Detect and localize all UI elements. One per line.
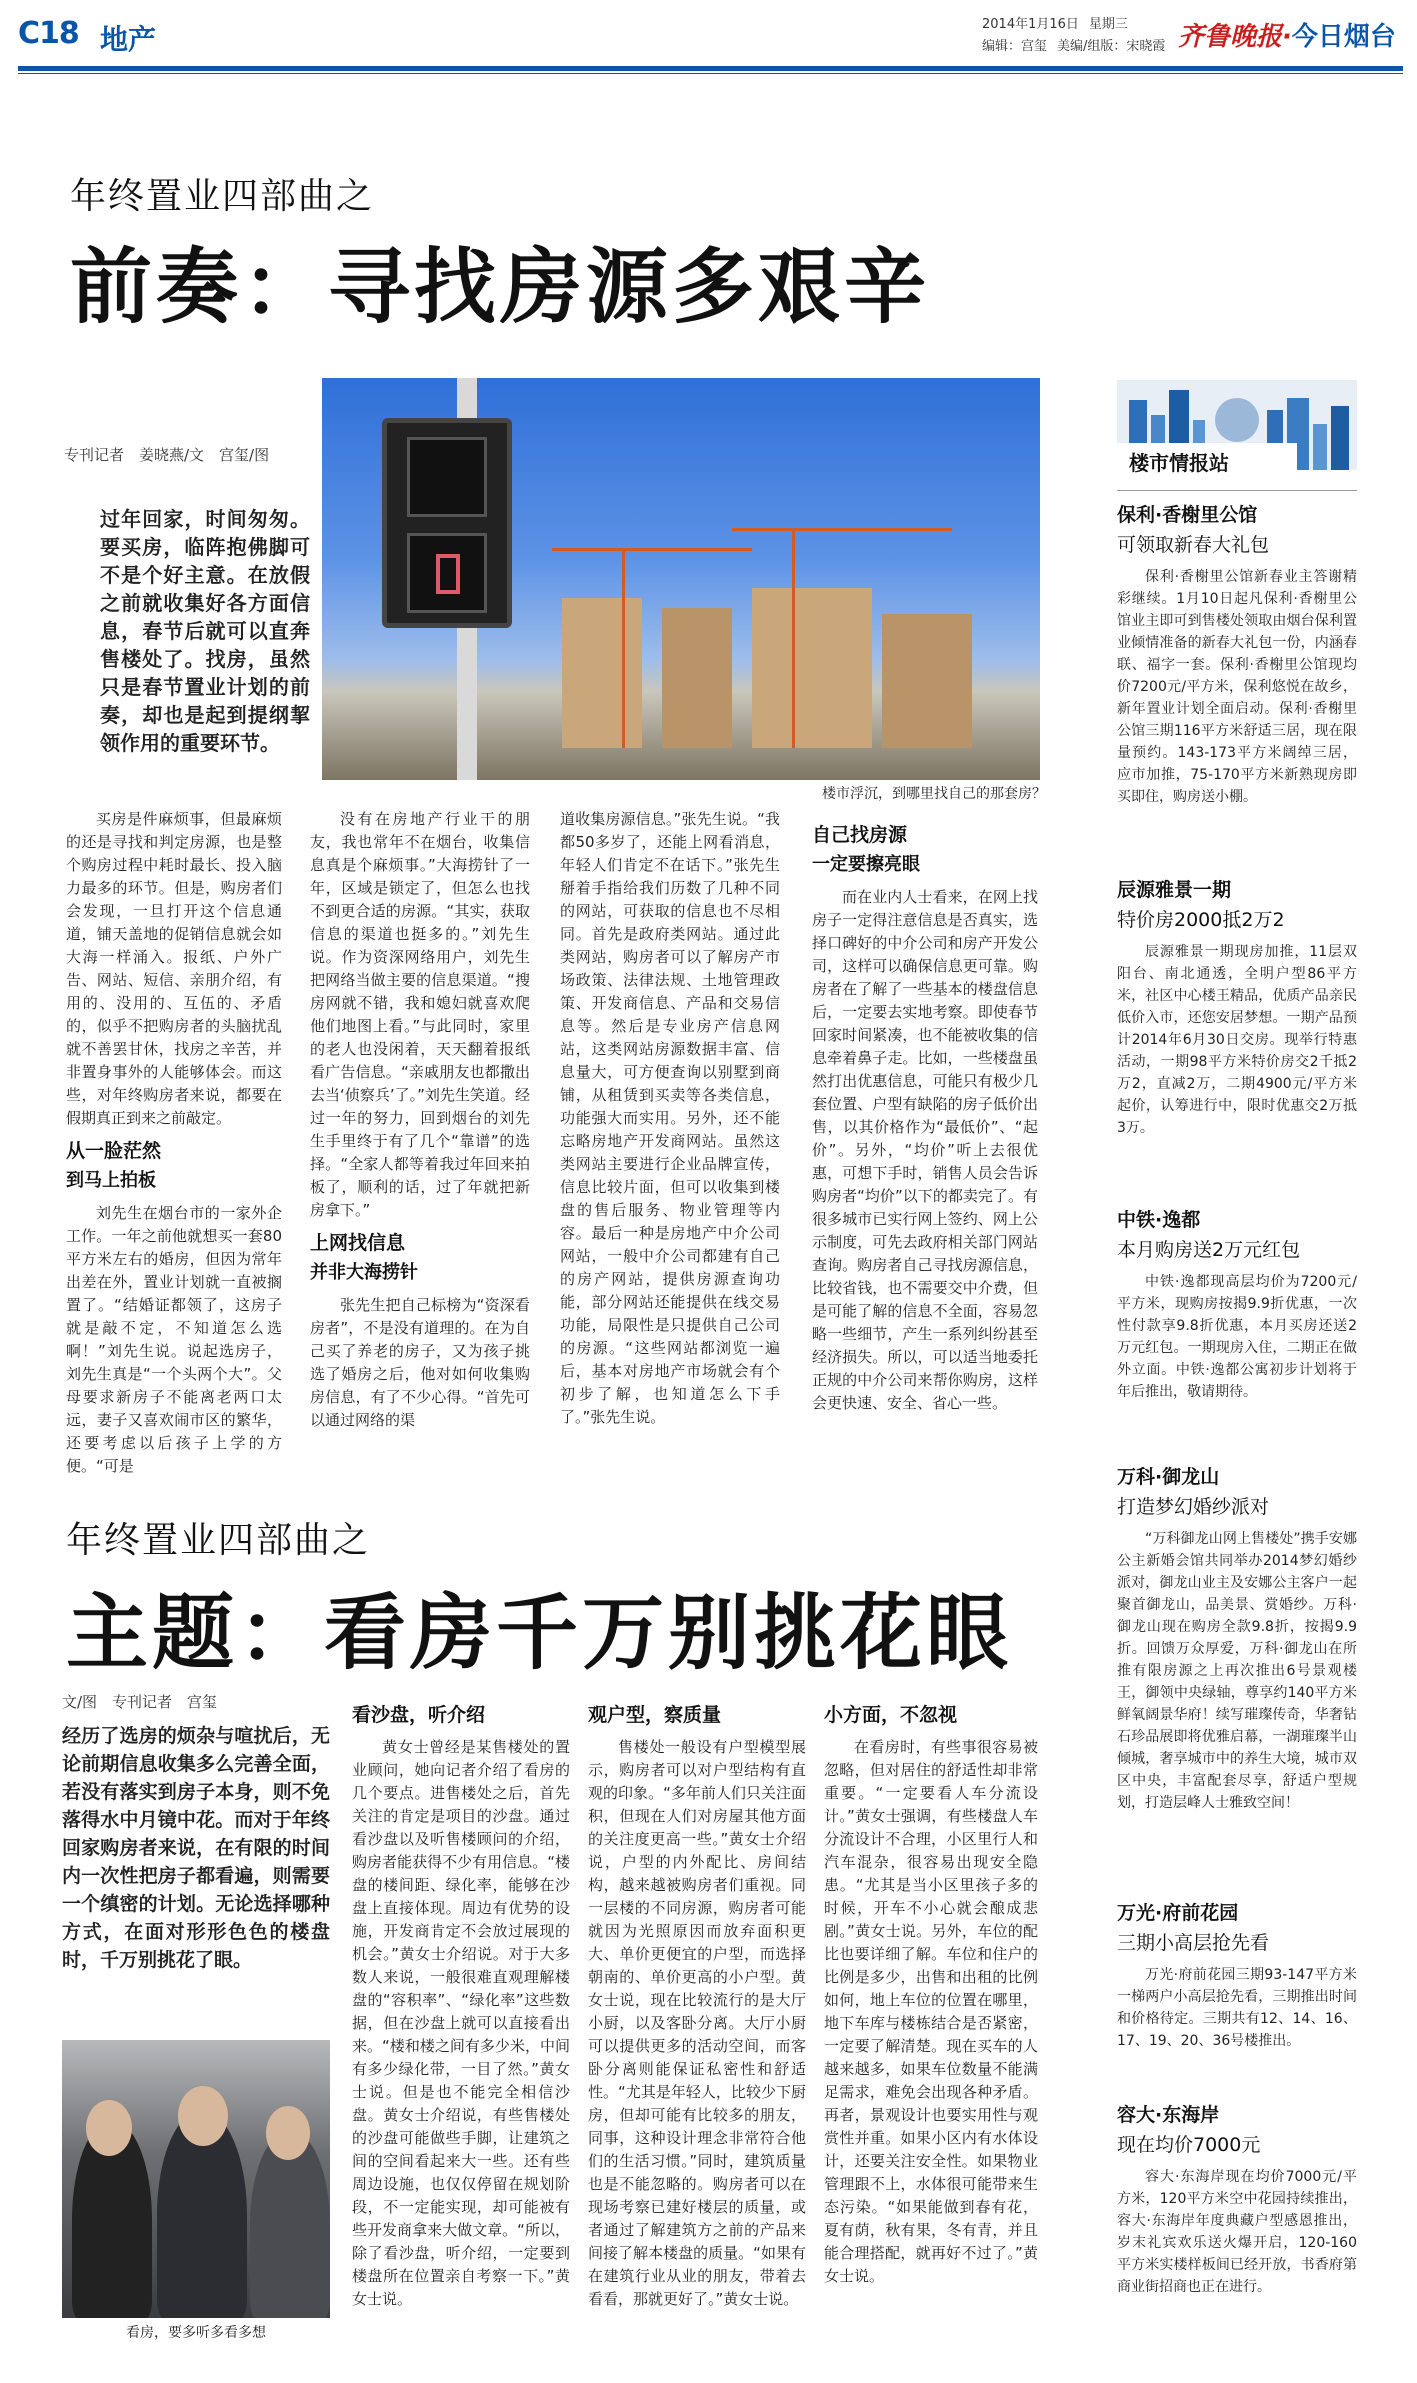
article2-photo-caption: 看房，要多听多看多想: [126, 2325, 266, 2341]
header-meta: [982, 14, 1175, 58]
article2-sec3-text: 在看房时，有些事很容易被忽略，但对居住的舒适性却非常重要。“一定要看人车分流设计。”黄女士强调，有些楼盘人车分流设计不合理，小区里行人和汽车混杂，很容易出现安全隐患。“尤其是当小区里孩子多的时候，开车不小心就会酿成悲剧。”黄女士说。另外，车位的配比也要详细了解。车位和住户的比例是多少，出售和出租的比例如何，地上车位的位置在哪里，地下车库与楼栋结合是否紧密，一定要了解清楚。现在买车的人越来越多，如果车位数量不能满足需求，难免会出现各种矛盾。再者，景观设计也要实用性与观赏性并重。如果小区内有水体设计，还要关注安全性。如果物业管理跟不上，水体很可能带来生态污染。“如果能做到春有花，夏有荫，秋有果，冬有青，并且能合理搭配，就再好不过了。”黄女士说。: [824, 1738, 1038, 2285]
sidebar-item-name: 容大·东海岸: [1117, 2104, 1220, 2126]
article1-col1-text: 买房是件麻烦事，但最麻烦的还是寻找和判定房源，也是整个购房过程中耗时最长、投入脑力最多的环节。但是，购房者们会发现，一旦打开这个信息通道，铺天盖地的促销信息就会如大海一样涌入。报纸、户外广告、网站、短信、亲朋介绍，有用的、没用的、互伍的、矛盾的，似乎不把购房者的头脑扰乱就不善罢甘休，找房之辛苦，并非置身事外的人能够体会。而这些，对年终购房者来说，都要在假期真正到来之前敲定。: [66, 810, 282, 1127]
article1-lead-text: 过年回家，时间匆匆。要买房，临阵抱佛脚可不是个好主意。在放假之前就收集好各方面信息，春节后就可以直奔售楼处了。找房，虽然只是春节置业计划的前奏，却也是起到提纲挈领作用的重要环节。: [100, 507, 310, 755]
sidebar-item-body: 万光·府前花园三期93-147平方米一梯两户小高层抢先看，三期推出时间和价格待定。三期共有12、14、16、17、19、20、36号楼推出。: [1117, 1967, 1357, 2049]
sidebar-item-sub: 现在均价7000元: [1117, 2134, 1261, 2156]
article1-column-1: [66, 808, 282, 1478]
section-name: 地产: [100, 23, 157, 56]
sidebar-title: 楼市情报站: [1117, 443, 1297, 483]
article2-section-1: [352, 1700, 570, 2311]
article1-col1-subhead-a: 从一脸茫然: [66, 1140, 162, 1162]
article2-section-3: [824, 1700, 1038, 2288]
issue-date: 2014年1月16日: [982, 17, 1079, 32]
sidebar-item-sub: 特价房2000抵2万2: [1117, 909, 1285, 931]
sidebar-item-body: 保利·香榭里公馆新春业主答谢精彩继续。1月10日起凡保利·香榭里公馆业主即可到售楼处领取由烟台保利置业倾情准备的新春大礼包一份，内涵春联、福字一套。保利·香榭里公馆现均价7200元/平方米，保利悠悦在故乡，新年置业计划全面启动。保利·香榭里公馆三期116平方米舒适三居，现在限量预约。143-173平方米阔绰三居，应市加推，75-170平方米新熟现房即买即住，购房送小棚。: [1117, 569, 1357, 805]
article1-series: 年终置业四部曲之: [70, 176, 375, 217]
article1-title: 前奏：寻找房源多艰辛: [70, 240, 931, 335]
article1-byline: 专刊记者 姜晓燕/文 宫玺/图: [64, 446, 270, 464]
paper-logo-red: 齐鲁晚报·: [1178, 22, 1292, 52]
article1-col4-subhead-a: 自己找房源: [812, 824, 908, 846]
sidebar-item-name: 保利·香榭里公馆: [1117, 504, 1258, 526]
sidebar-item-body: “万科御龙山网上售楼处”携手安娜公主新婚会馆共同举办2014梦幻婚纱派对，御龙山业主及安娜公主客户一起聚首御龙山，品美景、赏婚纱。万科·御龙山现在购房全款9.8折，按揭9.9折。回馈万众厚爱，万科·御龙山在所推有限房源之上再次推出6号景观楼王，御领中央绿轴，尊享约140平方米鲜氧阔景华府！续写璀璨传奇，华奢钻石珍品展即将优雅启幕，一湖璀璨半山倾城，奢享城市中的养生大境，城市双区中央，丰富配套尽享，舒适户型规划，打造层峰人士雅致空间！: [1117, 1531, 1357, 1811]
sidebar-item-name: 万光·府前花园: [1117, 1902, 1239, 1924]
article2-sec1-text: 黄女士曾经是某售楼处的置业顾问，她向记者介绍了看房的几个要点。进售楼处之后，首先关注的肯定是项目的沙盘。通过看沙盘以及听售楼顾问的介绍，购房者能获得不少有用信息。“楼盘的楼间距、绿化率，能够在沙盘上直接体现。周边有优势的设施，开发商肯定不会放过展现的机会。”黄女士介绍说。对于大多数人来说，一般很难直观理解楼盘的“容积率”、“绿化率”这些数据，但在沙盘上就可以直接看出来。“楼和楼之间有多少米，中间有多少绿化带，一目了然。”黄女士说。但是也不能完全相信沙盘。黄女士介绍说，有些售楼处的沙盘可能做些手脚，让建筑之间的空间看起来大一些。还有些周边设施，也仅仅停留在规划阶段，不一定能实现，却可能被有些开发商拿来大做文章。“所以，除了看沙盘，听介绍，一定要到楼盘所在位置亲自考察一下。”黄女士说。: [352, 1738, 570, 2308]
editor-credit: 编辑：宫玺: [982, 39, 1048, 54]
designer-credit: 美编/组版：宋晓霞: [1057, 39, 1166, 54]
sidebar-item-body: 辰源雅景一期现房加推，11层双阳台、南北通透，全明户型86平方米，社区中心楼王精品，优质产品亲民低价入市，还您安居梦想。一期产品预计2014年6月30日交房。现举行特惠活动，一期98平方米特价房交2千抵2万2，直减2万，二期4900元/平方米起价，认筹进行中，限时优惠交2万抵3万。: [1117, 944, 1357, 1136]
article2-sec2-text: 售楼处一般设有户型模型展示，购房者可以对户型结构有直观的印象。“多年前人们只关注面积，但现在人们对房屋其他方面的关注度更高一些。”黄女士介绍说，户型的内外配比、房间结构，越来越被购房者们重视。同一层楼的不同房源，购房者可能就因为光照原因而放弃面积更大、单价更便宜的户型，而选择朝南的、单价更高的小户型。黄女士说，现在比较流行的是大厅小厨，以及客卧分离。大厅小厨可以提供更多的活动空间，而客卧分离则能保证私密性和舒适性。“尤其是年轻人，比较少下厨房，但却可能有比较多的朋友，同事，这种设计理念非常符合他们的生活习惯。”同时，建筑质量也是不能忽略的。购房者可以在现场考察已建好楼层的质量，或者通过了解建筑方之前的产品来间接了解本楼盘的质量。“如果有在建筑行业从业的朋友，带着去看看，那就更好了。”黄女士说。: [588, 1738, 806, 2308]
sidebar-item-name: 中铁·逸都: [1117, 1209, 1201, 1231]
article1-column-2: [310, 808, 530, 1432]
paper-logo-blue: 今日烟台: [1291, 22, 1396, 52]
article2-sec2-title: 观户型，察质量: [588, 1704, 722, 1726]
sidebar-item-body: 容大·东海岸现在均价7000元/平方米，120平方米空中花园持续推出，容大·东海岸年度典藏户型感恩推出，岁末礼宾欢乐送火爆开启，120-160平方米实楼样板间已经开放，书香府第商业街招商也正在进行。: [1117, 2169, 1357, 2295]
article1-col3-text: 道收集房源信息。”张先生说。“我都50多岁了，还能上网看消息，年轻人们肯定不在话下。”张先生掰着手指给我们历数了几种不同的网站，可获取的信息也不尽相同。首先是政府类网站。通过此类网站，购房者可以了解房产市场政策、法律法规、土地管理政策、开发商信息、产品和交易信息等。然后是专业房产信息网站，这类网站房源数据丰富、信息量大，可方便查询以别墅到商铺，从租赁到买卖等各类信息，功能强大而实用。另外，还不能忘略房地产开发商网站。虽然这类网站主要进行企业品牌宣传，信息比较片面，但可以收集到楼盘的售后服务、物业管理等内容。最后一种是房地产中介公司网站，一般中介公司都建有自己的房产网站，提供房源查询功能，部分网站还能提供在线交易功能，局限性是只提供自己公司的房源。“这些网站都浏览一遍后，基本对房地产市场就会有个初步了解，也知道怎么下手了。”张先生说。: [560, 810, 780, 1426]
article2-title: 主题：看房千万别挑花眼: [66, 1586, 1013, 1681]
article1-lead: [100, 505, 310, 757]
article2-sec1-title: 看沙盘，听介绍: [352, 1704, 486, 1726]
article2-byline: 文/图 专刊记者 宫玺: [62, 1693, 218, 1711]
sidebar-item-sub: 打造梦幻婚纱派对: [1117, 1496, 1270, 1518]
article2-lead: [62, 1722, 330, 1974]
article1-col4-text: 而在业内人士看来，在网上找房子一定得注意信息是否真实，选择口碑好的中介公司和房产开发公司，这样可以确保信息更可靠。购房者在了解了一些基本的楼盘信息后，一定要去实地考察。即使春节回家时间紧凑，也不能被收集的信息牵着鼻子走。比如，一些楼盘虽然打出优惠信息，可能只有极少几套位置、户型有缺陷的房子低价出售，以其价格作为“最低价”、“起价”。另外，“均价”听上去很优惠，可想下手时，销售人员会告诉购房者“均价”以下的都卖完了。有很多城市已实行网上签约、网上公示制度，可先去政府相关部门网站查询。购房者自己寻找房源信息，比较省钱，也不需要交中介费，但是可能了解的信息不全面，容易忽略一些细节，产生一系列纠纷甚至经济损失。所以，可以适当地委托正规的中介公司来帮你购房，这样会更快速、安全、省心一些。: [812, 888, 1038, 1412]
sidebar-item-name: 万科·御龙山: [1117, 1466, 1220, 1488]
sidebar-item-sub: 本月购房送2万元红包: [1117, 1239, 1301, 1261]
article1-col2-text-b: 张先生把自己标榜为“资深看房者”，不是没有道理的。在为自己买了养老的房子，又为孩子挑选了婚房之后，他对如何收集购房信息，有了不少心得。“首先可以通过网络的渠: [310, 1296, 530, 1429]
sidebar-item-sub: 三期小高层抢先看: [1117, 1932, 1270, 1954]
header-rule: [18, 66, 1403, 71]
article1-col1-text-b: 刘先生在烟台市的一家外企工作。一年之前他就想买一套80平方米左右的婚房，但因为常年出差在外，置业计划就一直被搁置了。“结婚证都领了，这房子就是敲不定，不知道怎么选啊！”刘先生说。说起选房子，刘先生真是“一个头两个大”。父母要求新房子不能离老两口太远，妻子又喜欢闹市区的繁华，还要考虑以后孩子上学的方便。“可是: [66, 1204, 282, 1475]
sidebar-item-name: 辰源雅景一期: [1117, 879, 1232, 901]
article1-column-3: [560, 808, 780, 1429]
sidebar-item: [1117, 2100, 1357, 2298]
article1-photo-caption: 楼市浮沉，到哪里找自己的那套房？: [822, 786, 1046, 802]
sidebar-item: [1117, 1898, 1357, 2052]
issue-weekday: 星期三: [1088, 17, 1128, 32]
paper-logo: [1178, 16, 1396, 53]
sidebar-item-sub: 可领取新春大礼包: [1117, 534, 1270, 556]
sidebar-item: [1117, 1462, 1357, 1814]
article1-col2-text: 没有在房地产行业干的朋友，我也常年不在烟台，收集信息真是个麻烦事。”大海捞针了一年，区域是锁定了，但怎么也找不到更合适的房源。“其实，获取信息的渠道也挺多的。”刘先生说。作为资深网络用户，刘先生把网络当做主要的信息渠道。“搜房网就不错，我和媳妇就喜欢爬他们地图上看。”与此同时，家里的老人也没闲着，天天翻着报纸看广告信息。“亲戚朋友也都撒出去当‘侦察兵’了。”刘先生笑道。经过一年的努力，回到烟台的刘先生手里终于有了几个“靠谱”的选择。“全家人都等着我过年回来拍板了，顺利的话，过了年就把新房拿下。”: [310, 810, 530, 1219]
article1-col2-subhead-b: 并非大海捞针: [310, 1262, 418, 1283]
article1-column-4: [812, 820, 1038, 1415]
article2-section-2: [588, 1700, 806, 2311]
header-rule-thin: [18, 73, 1403, 74]
article1-col4-subhead-b: 一定要擦亮眼: [812, 854, 920, 875]
article1-photo: [322, 378, 1040, 780]
sidebar-item-body: 中铁·逸都现高层均价为7200元/平方米，现购房按揭9.9折优惠，一次性付款享9.8折优惠，本月买房还送2万元红包。一期现房入住，二期正在做外立面。中铁·逸都公寓初步计划将于年后推出，敬请期待。: [1117, 1274, 1357, 1400]
sidebar-item: [1117, 1205, 1357, 1403]
sidebar-item: [1117, 875, 1357, 1139]
sidebar-item: [1117, 500, 1357, 808]
page-number: C18: [18, 16, 79, 51]
article1-col2-subhead-a: 上网找信息: [310, 1232, 406, 1254]
article2-photo: [62, 2040, 330, 2318]
sidebar-rule: [1117, 490, 1357, 491]
article2-sec3-title: 小方面，不忽视: [824, 1704, 958, 1726]
article2-series: 年终置业四部曲之: [66, 1520, 371, 1561]
article2-lead-text: 经历了选房的烦杂与喧扰后，无论前期信息收集多么完善全面，若没有落实到房子本身，则不免落得水中月镜中花。而对于年终回家购房者来说，在有限的时间内一次性把房子都看遍，则需要一个缜密的计划。无论选择哪种方式，在面对形形色色的楼盘时，千万别挑花了眼。: [62, 1725, 330, 1971]
article1-col1-subhead-b: 到马上拍板: [66, 1170, 156, 1191]
